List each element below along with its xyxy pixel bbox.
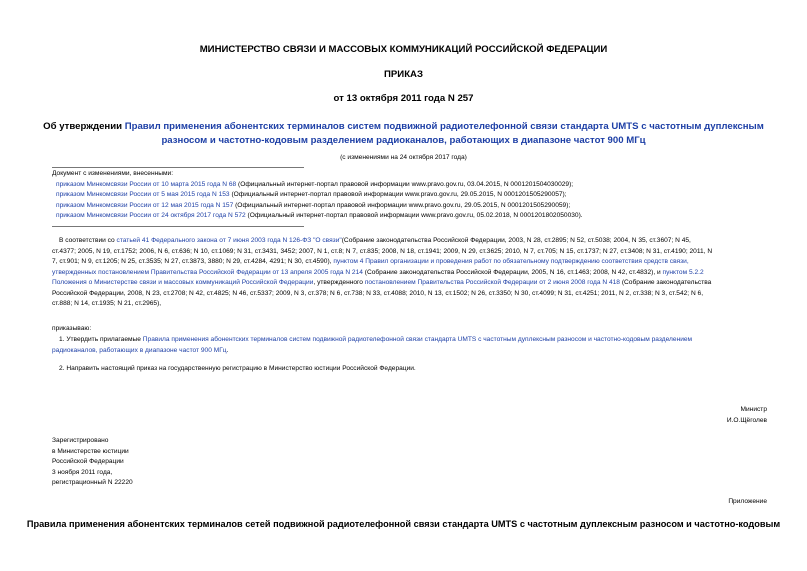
registration-line: в Министерстве юстиции <box>52 447 129 455</box>
change-text: (Официальный интернет-портал правовой информации www.pravo.gov.ru, 05.02.2018, N 0001201802050030). <box>245 212 583 219</box>
government-decree-link[interactable]: утвержденных постановлением Правительства Российской Федерации от 13 апреля 2005 года N 214 <box>52 268 363 276</box>
registration-block <box>52 436 133 489</box>
preamble-line <box>52 257 768 268</box>
ministry-regulation-link[interactable]: Положения о Министерстве связи и массовых коммуникаций Российской Федерации <box>52 279 314 286</box>
ministry-name: МИНИСТЕРСТВО СВЯЗИ И МАССОВЫХ КОММУНИКАЦИЙ РОССИЙСКОЙ ФЕДЕРАЦИИ <box>199 44 608 55</box>
order-point-line <box>52 346 768 357</box>
change-link[interactable]: приказом Минкомсвязи России от 5 мая 2015 года N 153 <box>56 191 230 198</box>
order-point-text: 1. Утвердить прилагаемые <box>59 336 143 343</box>
change-item <box>52 190 583 201</box>
changes-block <box>52 169 583 222</box>
order-label: приказываю: <box>52 325 92 332</box>
preamble-text: (Собрание законодательства Российской Федерации, 2003, N 28, ст.2895; N 52, ст.5038; 2004, N 35, ст.3607; N 45, <box>341 237 691 244</box>
rules-link[interactable]: радиоканалов, работающих в диапазоне частот 900 МГц <box>52 346 227 354</box>
change-text: (Официальный интернет-портал правовой информации www.pravo.gov.ru, 03.04.2015, N 0001201504030029); <box>236 180 574 188</box>
registration-line: 3 ноября 2011 года, <box>52 468 113 476</box>
change-link[interactable]: приказом Минкомсвязи России от 12 мая 2015 года N 157 <box>56 201 234 209</box>
preamble-text: В соответствии со <box>59 237 117 244</box>
document-title <box>20 120 787 147</box>
order-point-text: . <box>226 346 229 354</box>
document-type: ПРИКАЗ <box>384 69 423 80</box>
appendix-label: Приложение <box>728 498 767 505</box>
order-point-1 <box>52 335 768 356</box>
signature-position: Министр <box>740 406 767 413</box>
preamble-line <box>52 268 768 279</box>
document-date-number: от 13 октября 2011 года N 257 <box>333 93 474 104</box>
title-rules-link[interactable]: Правил применения абонентских терминалов систем подвижной радиотелефонной связи стандарта UMTS с частотным дуплексным разносом и частотно-кодовым разделением радиоканалов, работающих в диапазоне частот 900 МГц <box>124 121 764 146</box>
preamble-text: (Собрание законодательства Российской Федерации, 2005, N 16, ст.1463; 2008, N 42, ст.4832), и <box>362 268 663 276</box>
order-point-line <box>52 335 768 346</box>
registration-line: Российской Федерации <box>52 458 124 465</box>
change-item <box>52 180 583 191</box>
rules-link[interactable]: Правила применения абонентских терминалов систем подвижной радиотелефонной связи стандарта UMTS с частотным дуплексным разносом и частотно-кодовым разделением <box>142 336 693 343</box>
preamble-line: ст.4377; 2005, N 19, ст.1752; 2006, N 6, ст.636; N 10, ст.1069; N 31, ст.3431, 3452; 2007, N 1, ст.8; N 7, ст.835; 2008, N 18, ст.1941; 2009, N 29, ст.3625; 2010, N 7, ст.705; N 15, ст.1737; N 27, ст.3408; N 31, ст.4190; 2011, N <box>52 247 713 255</box>
registration-line: Зарегистрировано <box>52 437 109 444</box>
signature-block <box>727 405 767 426</box>
order-point-2: 2. Направить настоящий приказ на государственную регистрацию в Министерство юстиции Российской Федерации. <box>59 365 416 372</box>
preamble-line: ст.888; N 14, ст.1935; N 21, ст.2965), <box>52 300 162 307</box>
divider-top <box>52 167 304 168</box>
law-link[interactable]: статьей 41 Федерального закона от 7 июня 2003 года N 126-ФЗ "О связи" <box>116 237 342 244</box>
registration-line: регистрационный N 22220 <box>52 479 133 486</box>
title-prefix: Об утверждении <box>43 121 125 132</box>
change-item <box>52 201 583 212</box>
change-link[interactable]: приказом Минкомсвязи России от 10 марта 2015 года N 68 <box>56 180 237 188</box>
appendix-title: Правила применения абонентских терминалов сетей подвижной радиотелефонной связи стандарта UMTS с частотным дуплексным разносом и частотно-кодовым <box>26 519 781 529</box>
preamble-line <box>52 278 768 289</box>
divider-bottom <box>52 226 304 227</box>
changes-intro: Документ с изменениями, внесенными: <box>52 170 174 177</box>
preamble-paragraph <box>52 236 768 310</box>
changes-note: (с изменениями на 24 октября 2017 года) <box>340 154 467 161</box>
change-text: (Официальный интернет-портал правовой информации www.pravo.gov.ru, 29.05.2015, N 0001201505290057); <box>229 191 567 198</box>
preamble-line: Российской Федерации, 2008, N 23, ст.2708; N 42, ст.4825; N 46, ст.5337; 2009, N 3, ст.378; N 6, ст.738; N 33, ст.4088; 2010, N 13, ст.1502; N 26, ст.3350; N 30, ст.4099; N 31, ст.4251; 2011, N 2, ст.338; N 3, ст.542; N 6, <box>52 289 704 297</box>
preamble-line <box>52 236 768 247</box>
preamble-text: 7, ст.901; N 9, ст.1205; N 25, ст.3535; N 27, ст.3873, 3880; N 29, ст.4284, 4291; N 30, ст.4590), <box>52 258 334 265</box>
change-item <box>52 211 583 222</box>
change-text: (Официальный интернет-портал правовой информации www.pravo.gov.ru, 29.05.2015, N 0001201505290059); <box>233 201 571 209</box>
government-decree-link[interactable]: постановлением Правительства Российской Федерации от 2 июня 2008 года N 418 <box>364 279 620 286</box>
signature-name: И.О.Щёголев <box>726 416 767 424</box>
preamble-text: , утвержденного <box>313 279 365 286</box>
change-link[interactable]: приказом Минкомсвязи России от 24 октября 2017 года N 572 <box>56 212 246 219</box>
rules-point-link[interactable]: пунктом 4 Правил организации и проведения работ по обязательному подтверждению соответствия средств связи, <box>333 258 689 265</box>
preamble-text: (Собрание законодательства <box>619 279 712 286</box>
point-link[interactable]: пунктом 5.2.2 <box>662 268 704 276</box>
